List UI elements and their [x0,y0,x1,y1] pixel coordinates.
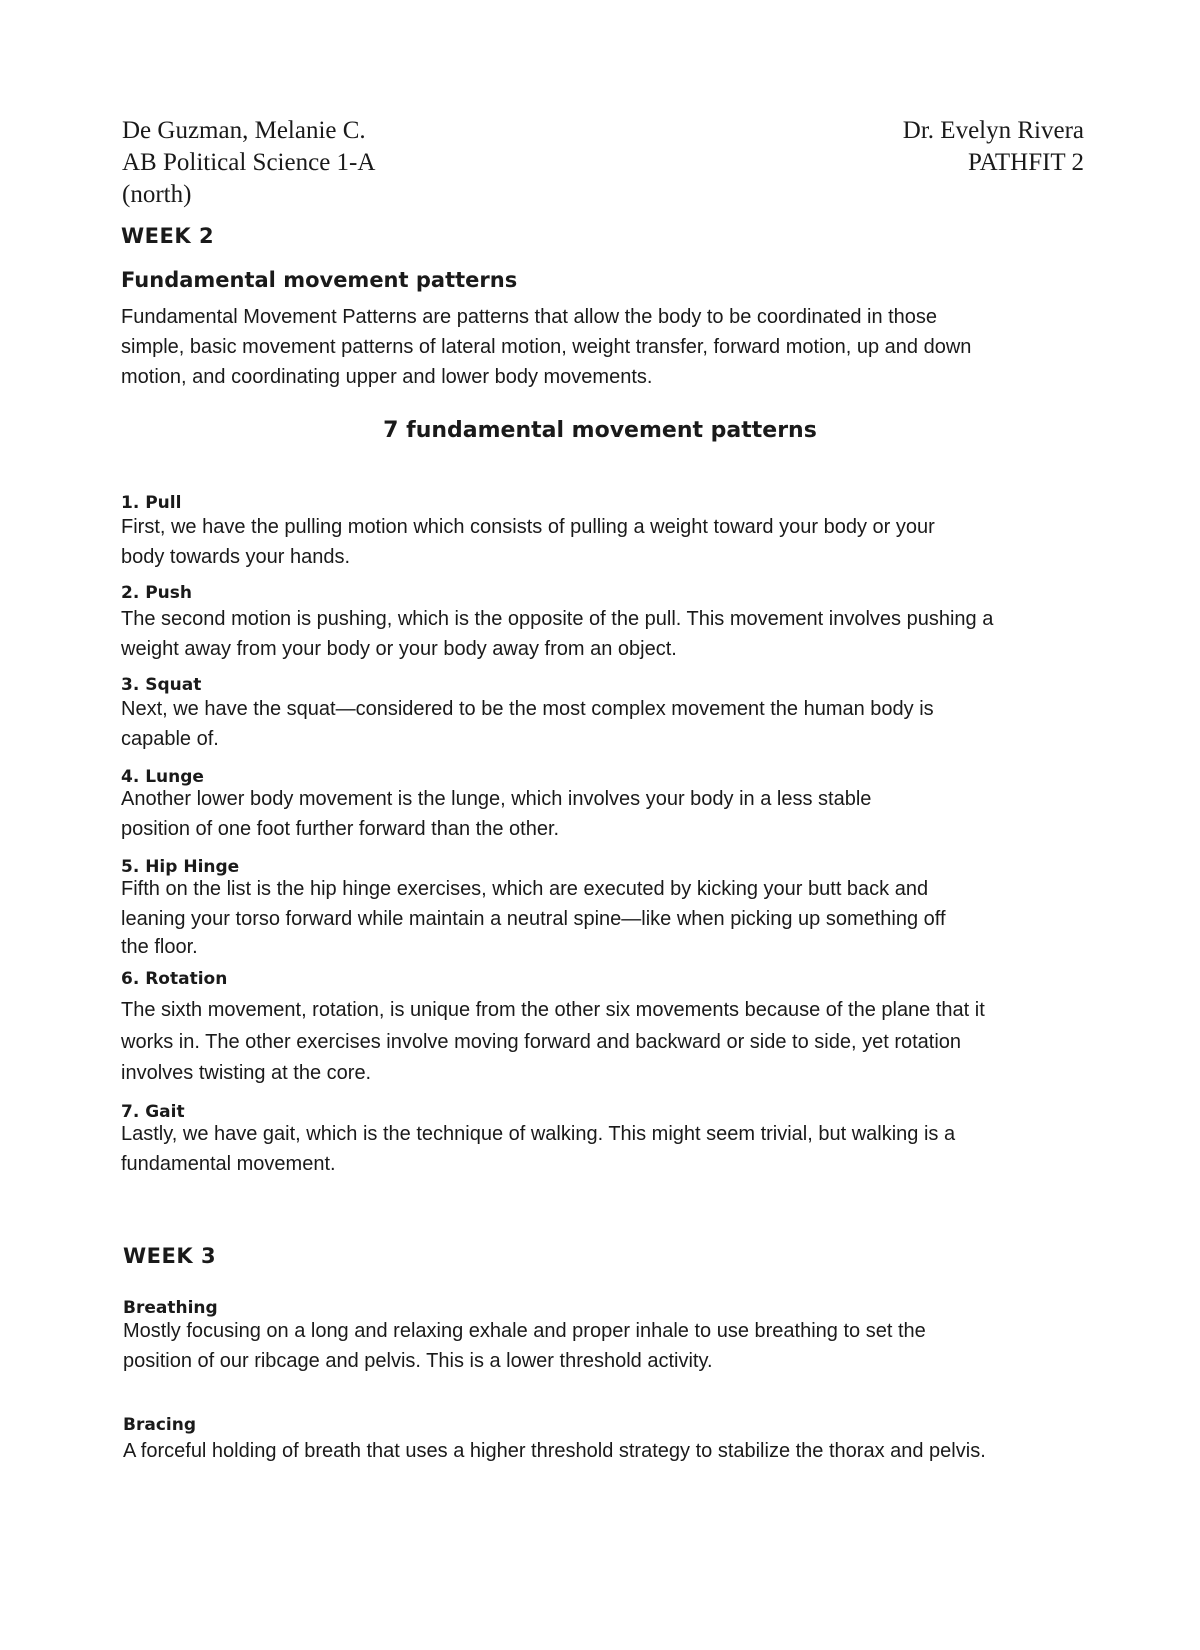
movement-text-rotation: The sixth movement, rotation, is unique from the other six movements because of the plane that it works in. The other exercises involve moving forward and backward or side to side, yet rotation involves twisting at the core. [121,999,985,1084]
movement-text-hip-hinge: Fifth on the list is the hip hinge exercises, which are executed by kicking your butt back and leaning your torso forward while maintain a neutral spine—like when picking up something off the floor. [121,878,946,958]
student-section: (north) [122,181,192,208]
week2-title: WEEK 2 [121,224,215,248]
week2-section-title: Fundamental movement patterns [121,268,518,292]
movement-heading-push: 2. Push [121,583,192,603]
intro-line: motion, and coordinating upper and lower body movements. [121,366,653,388]
week3-heading-bracing: Bracing [123,1415,196,1435]
movement-text-gait: Lastly, we have gait, which is the technique of walking. This might seem trivial, but walking is a fundamental movement. [121,1123,956,1175]
movement-heading-lunge: 4. Lunge [121,767,204,787]
movement-text-pull: First, we have the pulling motion which consists of pulling a weight toward your body or your body towards your hands. [121,516,935,568]
week2-list-title: 7 fundamental movement patterns [383,418,817,443]
movement-text-push: The second motion is pushing, which is the opposite of the pull. This movement involves pushing a weight away from your body or your body away from an object. [121,608,994,660]
movement-text-squat: Next, we have the squat—considered to be the most complex movement the human body is capable of. [121,698,934,750]
movement-heading-hip-hinge: 5. Hip Hinge [121,857,240,877]
student-course: AB Political Science 1-A [122,149,376,176]
movement-heading-pull: 1. Pull [121,493,182,513]
week2-intro [121,302,1121,392]
movement-heading-gait: 7. Gait [121,1102,185,1122]
week3-title: WEEK 3 [123,1244,217,1268]
instructor-name: Dr. Evelyn Rivera [902,117,1084,144]
week3-text-breathing: Mostly focusing on a long and relaxing exhale and proper inhale to use breathing to set the position of our ribcage and pelvis. This is a lower threshold activity. [123,1320,926,1372]
student-name: De Guzman, Melanie C. [122,117,366,144]
week3-heading-breathing: Breathing [123,1298,218,1318]
intro-line: simple, basic movement patterns of lateral motion, weight transfer, forward motion, up and down [121,336,972,358]
movement-heading-squat: 3. Squat [121,675,202,695]
intro-line: Fundamental Movement Patterns are patterns that allow the body to be coordinated in those [121,306,938,328]
movement-text-lunge: Another lower body movement is the lunge, which involves your body in a less stable position of one foot further forward than the other. [121,788,872,840]
week3-text-bracing: A forceful holding of breath that uses a higher threshold strategy to stabilize the thorax and pelvis. [123,1440,986,1462]
movement-heading-rotation: 6. Rotation [121,969,228,989]
subject-code: PATHFIT 2 [967,149,1084,176]
